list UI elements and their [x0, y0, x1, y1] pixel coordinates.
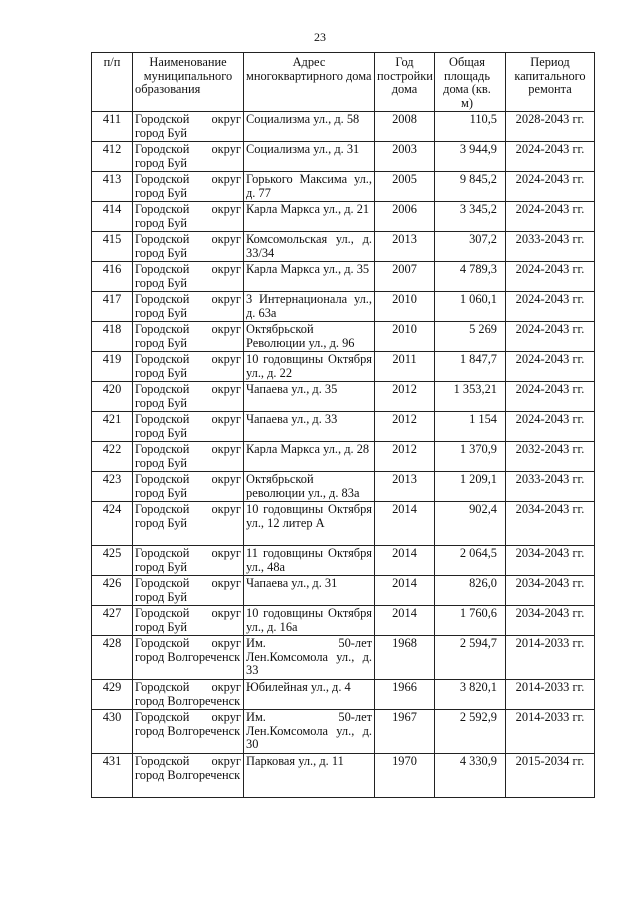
- row-year: 2013: [375, 472, 435, 502]
- row-year: 2012: [375, 382, 435, 412]
- row-municipality: Городской округ город Буй: [133, 142, 244, 172]
- row-year: 1967: [375, 710, 435, 754]
- row-address: 11 годовщины Октября ул., 48а: [244, 546, 375, 576]
- row-municipality: Городской округ город Буй: [133, 202, 244, 232]
- row-period: 2032-2043 гг.: [506, 442, 595, 472]
- row-year: 2005: [375, 172, 435, 202]
- row-address: Октябрьской революции ул., д. 83а: [244, 472, 375, 502]
- row-municipality: Городской округ город Буй: [133, 576, 244, 606]
- row-year: 1966: [375, 680, 435, 710]
- row-year: 1968: [375, 636, 435, 680]
- row-area: 4 330,9: [435, 754, 506, 798]
- header-period: Период капитального ремонта: [506, 53, 595, 112]
- row-year: 2003: [375, 142, 435, 172]
- row-period: 2024-2043 гг.: [506, 202, 595, 232]
- row-address: Им. 50-лет Лен.Комсомола ул., д. 33: [244, 636, 375, 680]
- header-municipality: Наименование муниципального образования: [133, 53, 244, 112]
- row-municipality: Городской округ город Волгореченск: [133, 680, 244, 710]
- row-year: 2014: [375, 502, 435, 546]
- row-year: 2014: [375, 576, 435, 606]
- row-area: 1 154: [435, 412, 506, 442]
- row-municipality: Городской округ город Буй: [133, 232, 244, 262]
- row-municipality: Городской округ город Буй: [133, 172, 244, 202]
- row-period: 2024-2043 гг.: [506, 262, 595, 292]
- row-period: 2014-2033 гг.: [506, 636, 595, 680]
- row-address: Чапаева ул., д. 33: [244, 412, 375, 442]
- row-area: 3 820,1: [435, 680, 506, 710]
- row-year: 2012: [375, 442, 435, 472]
- row-area: 1 847,7: [435, 352, 506, 382]
- row-area: 9 845,2: [435, 172, 506, 202]
- row-address: Октябрьской Революции ул., д. 96: [244, 322, 375, 352]
- row-address: Им. 50-лет Лен.Комсомола ул., д. 30: [244, 710, 375, 754]
- row-municipality: Городской округ город Буй: [133, 292, 244, 322]
- header-num: п/п: [92, 53, 133, 112]
- row-area: 1 060,1: [435, 292, 506, 322]
- row-address: Горького Максима ул., д. 77: [244, 172, 375, 202]
- row-num: 423: [92, 472, 133, 502]
- row-num: 411: [92, 112, 133, 142]
- table-row: [92, 710, 595, 754]
- row-num: 431: [92, 754, 133, 798]
- row-period: 2024-2043 гг.: [506, 292, 595, 322]
- row-municipality: Городской округ город Буй: [133, 352, 244, 382]
- row-address: Карла Маркса ул., д. 35: [244, 262, 375, 292]
- row-period: 2033-2043 гг.: [506, 232, 595, 262]
- row-area: 2 594,7: [435, 636, 506, 680]
- table-row: [92, 292, 595, 322]
- row-area: 2 064,5: [435, 546, 506, 576]
- row-address: Юбилейная ул., д. 4: [244, 680, 375, 710]
- row-period: 2034-2043 гг.: [506, 502, 595, 546]
- row-num: 429: [92, 680, 133, 710]
- header-address: Адрес многоквартирного дома: [244, 53, 375, 112]
- row-area: 902,4: [435, 502, 506, 546]
- row-area: 1 353,21: [435, 382, 506, 412]
- table-row: [92, 472, 595, 502]
- row-municipality: Городской округ город Буй: [133, 322, 244, 352]
- row-period: 2024-2043 гг.: [506, 322, 595, 352]
- table-row: [92, 636, 595, 680]
- row-area: 4 789,3: [435, 262, 506, 292]
- row-municipality: Городской округ город Волгореченск: [133, 710, 244, 754]
- row-municipality: Городской округ город Буй: [133, 262, 244, 292]
- row-address: Социализма ул., д. 58: [244, 112, 375, 142]
- row-municipality: Городской округ город Буй: [133, 442, 244, 472]
- table-row: [92, 112, 595, 142]
- row-num: 426: [92, 576, 133, 606]
- table-row: [92, 202, 595, 232]
- row-year: 2011: [375, 352, 435, 382]
- row-year: 2006: [375, 202, 435, 232]
- page-number: 23: [314, 30, 326, 44]
- row-municipality: Городской округ город Буй: [133, 112, 244, 142]
- row-period: 2033-2043 гг.: [506, 472, 595, 502]
- row-address: Карла Маркса ул., д. 28: [244, 442, 375, 472]
- table-row: [92, 172, 595, 202]
- row-municipality: Городской округ город Буй: [133, 606, 244, 636]
- apartment-buildings-table: [91, 52, 595, 798]
- table-row: [92, 576, 595, 606]
- row-num: 413: [92, 172, 133, 202]
- row-period: 2024-2043 гг.: [506, 352, 595, 382]
- row-year: 2008: [375, 112, 435, 142]
- row-period: 2024-2043 гг.: [506, 142, 595, 172]
- row-address: Карла Маркса ул., д. 21: [244, 202, 375, 232]
- row-num: 424: [92, 502, 133, 546]
- row-num: 422: [92, 442, 133, 472]
- row-year: 2007: [375, 262, 435, 292]
- table-row: [92, 412, 595, 442]
- row-area: 1 760,6: [435, 606, 506, 636]
- row-municipality: Городской округ город Буй: [133, 502, 244, 546]
- row-year: 2014: [375, 546, 435, 576]
- table-row: [92, 442, 595, 472]
- row-municipality: Городской округ город Волгореченск: [133, 636, 244, 680]
- header-year: Год постройки дома: [375, 53, 435, 112]
- row-area: 110,5: [435, 112, 506, 142]
- table-row: [92, 322, 595, 352]
- row-area: 1 209,1: [435, 472, 506, 502]
- row-year: 2013: [375, 232, 435, 262]
- row-num: 415: [92, 232, 133, 262]
- row-year: 1970: [375, 754, 435, 798]
- row-period: 2034-2043 гг.: [506, 546, 595, 576]
- row-address: Парковая ул., д. 11: [244, 754, 375, 798]
- header-area: Общая площадь дома (кв. м): [435, 53, 506, 112]
- row-municipality: Городской округ город Буй: [133, 412, 244, 442]
- row-address: Чапаева ул., д. 35: [244, 382, 375, 412]
- table-row: [92, 232, 595, 262]
- row-address: 10 годовщины Октября ул., д. 22: [244, 352, 375, 382]
- row-period: 2034-2043 гг.: [506, 606, 595, 636]
- row-municipality: Городской округ город Буй: [133, 546, 244, 576]
- table-row: [92, 382, 595, 412]
- row-num: 420: [92, 382, 133, 412]
- row-address: Чапаева ул., д. 31: [244, 576, 375, 606]
- table-row: [92, 546, 595, 576]
- row-num: 427: [92, 606, 133, 636]
- row-address: Социализма ул., д. 31: [244, 142, 375, 172]
- row-period: 2028-2043 гг.: [506, 112, 595, 142]
- row-area: 5 269: [435, 322, 506, 352]
- row-municipality: Городской округ город Волгореченск: [133, 754, 244, 798]
- row-municipality: Городской округ город Буй: [133, 472, 244, 502]
- table-row: [92, 262, 595, 292]
- row-address: 10 годовщины Октября ул., д. 16а: [244, 606, 375, 636]
- row-year: 2010: [375, 292, 435, 322]
- row-period: 2034-2043 гг.: [506, 576, 595, 606]
- row-period: 2014-2033 гг.: [506, 710, 595, 754]
- table-row: [92, 502, 595, 546]
- table-row: [92, 142, 595, 172]
- row-num: 412: [92, 142, 133, 172]
- row-address: 3 Интернационала ул., д. 63а: [244, 292, 375, 322]
- row-num: 430: [92, 710, 133, 754]
- table-row: [92, 606, 595, 636]
- table-row: [92, 754, 595, 798]
- row-municipality: Городской округ город Буй: [133, 382, 244, 412]
- row-num: 418: [92, 322, 133, 352]
- row-area: 307,2: [435, 232, 506, 262]
- row-year: 2010: [375, 322, 435, 352]
- table-header-row: [92, 53, 595, 112]
- row-year: 2012: [375, 412, 435, 442]
- row-area: 3 345,2: [435, 202, 506, 232]
- row-period: 2024-2043 гг.: [506, 172, 595, 202]
- row-num: 425: [92, 546, 133, 576]
- row-num: 419: [92, 352, 133, 382]
- row-num: 417: [92, 292, 133, 322]
- row-period: 2015-2034 гг.: [506, 754, 595, 798]
- table-row: [92, 352, 595, 382]
- row-num: 428: [92, 636, 133, 680]
- row-area: 826,0: [435, 576, 506, 606]
- row-area: 3 944,9: [435, 142, 506, 172]
- row-address: Комсомольская ул., д. 33/34: [244, 232, 375, 262]
- row-year: 2014: [375, 606, 435, 636]
- row-num: 421: [92, 412, 133, 442]
- row-num: 414: [92, 202, 133, 232]
- row-num: 416: [92, 262, 133, 292]
- row-address: 10 годовщины Октября ул., 12 литер А: [244, 502, 375, 546]
- row-area: 2 592,9: [435, 710, 506, 754]
- table-row: [92, 680, 595, 710]
- row-period: 2024-2043 гг.: [506, 382, 595, 412]
- row-period: 2024-2043 гг.: [506, 412, 595, 442]
- row-area: 1 370,9: [435, 442, 506, 472]
- row-period: 2014-2033 гг.: [506, 680, 595, 710]
